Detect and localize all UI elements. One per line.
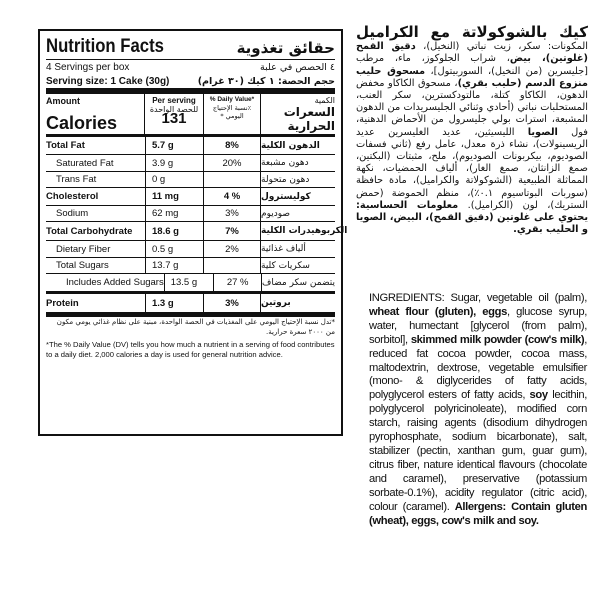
ingredient-bold-text: wheat flour (gluten), eggs [369, 305, 507, 318]
ingredient-bold-text: soy [529, 389, 548, 402]
nutrient-daily-value: 2% [203, 241, 260, 257]
nutrient-name-ar: يتضمن سكر مضاف [261, 274, 335, 291]
nutrient-name: Total Sugars [56, 260, 109, 271]
nutrient-row [46, 291, 335, 312]
calories-label: Calories [46, 113, 118, 133]
nutrient-daily-value: 27 % [213, 274, 261, 291]
nutrient-value: 0.5 g [145, 241, 203, 257]
daily-value-label: % Daily Value* [209, 96, 255, 103]
nutrient-daily-value [203, 172, 260, 187]
nutrition-header [46, 31, 335, 59]
nutrient-row [46, 171, 335, 187]
nutrient-name-ar: الدهون الكلية [260, 137, 335, 154]
nutrient-row [46, 240, 335, 257]
nutrient-name-ar: بروتين [260, 294, 335, 312]
servings-per-box-ar: ٤ الحصص في علبة [260, 61, 335, 73]
nutrient-daily-value [203, 258, 260, 273]
ingredient-bold-text: دقيق القمح (غلوتين)، بيض [356, 41, 588, 65]
serving-size-ar: حجم الحصة: ١ كيك (٣٠ غرام) [197, 75, 335, 87]
ingredient-text: المكونات: سكر، زيت نباتي (النخيل)، [415, 41, 588, 53]
nutrient-row [46, 187, 335, 205]
nutrient-name-ar: دهون مشبعة [260, 155, 335, 171]
per-serving-label-ar: للحصة الواحدة [149, 105, 199, 114]
servings-per-box-row [46, 60, 335, 74]
amount-label: Amount [46, 96, 80, 106]
ingredient-text: , glucose syrup, water, humectant [glycerol (from palm), sorbitol], [369, 305, 587, 346]
ingredient-text: INGREDIENTS: Sugar, vegetable oil (palm), [369, 292, 587, 304]
nutrient-row [46, 134, 335, 154]
nutrient-daily-value: 8% [203, 137, 260, 154]
nutrient-daily-value: 3% [203, 294, 260, 312]
nutrient-name: Saturated Fat [56, 157, 114, 169]
calories-label-ar: السعرات الحرارية [283, 105, 335, 133]
quantity-label-ar: الكمية [314, 96, 335, 105]
ingredient-bold-text: skimmed milk powder (cow's milk) [410, 333, 585, 346]
ingredient-text: ، شراب الجلوكوز، ماء، مرطب [جليسرين (من النخيل)، السوربيتول]، [356, 53, 589, 77]
serving-size-row [46, 74, 335, 88]
nutrient-name: Trans Fat [56, 174, 97, 185]
nutrient-name: Total Carbohydrate [46, 225, 133, 237]
nutrient-value: 13.7 g [145, 258, 203, 273]
ingredient-bold-text: Allergens: Contain gluten (wheat), eggs, cow's milk and soy. [369, 500, 587, 527]
nutrient-name-ar: دهون متحولة [260, 172, 335, 187]
nutrient-row [46, 205, 335, 221]
nutrient-name-ar: صوديوم [260, 206, 335, 221]
ingredient-bold-text: معلومات الحساسية: يحتوي على غلوتين (دقيق القمح)، البيض، الصويا و الحليب بقري. [356, 199, 588, 236]
calories-value: 131 [161, 110, 187, 127]
nutrient-name-ar: ألياف غذائية [260, 241, 335, 257]
nutrient-daily-value: 20% [203, 155, 260, 171]
nutrient-value: 3.9 g [145, 155, 203, 171]
ingredient-text: , reduced fat cocoa powder, cocoa mass, maltodextrin, dextrose, vegetable emulsifier (mono- & diglycerides of fatty acids, polyglycerol esters of fatty acids, [369, 333, 587, 402]
nutrient-name: Includes Added Sugars [66, 277, 164, 288]
nutrient-name: Sodium [56, 208, 89, 219]
footnote-ar: *تدل نسبة الإحتياج اليومي على المغذيات في الحصة الواحدة، مبنية على نظام غذائي يومي مكون من ٢٠٠٠ سعرة حرارية. [56, 318, 335, 336]
footnote-en: *The % Daily Value (DV) tells you how much a nutrient in a serving of food contributes to a daily diet. 2,000 calories a day is used for general nutrition advice. [46, 340, 335, 359]
nutrient-name: Dietary Fiber [56, 243, 111, 255]
nutrition-facts-panel [38, 29, 348, 436]
ingredients-arabic [356, 24, 588, 236]
ingredient-bold-text: الصويا [527, 126, 558, 138]
nutrient-name-ar: الكربوهيدرات الكلية [260, 222, 335, 240]
nutrient-row [46, 154, 335, 171]
nutrient-daily-value: 7% [203, 222, 260, 240]
nutrient-value: 0 g [145, 172, 203, 187]
nutrient-name: Protein [46, 297, 79, 309]
ingredients-english [369, 292, 587, 528]
servings-per-box-en: 4 Servings per box [46, 61, 130, 73]
ingredient-text: ، مسحوق الكاكاو مخفض الدهون، الكاكاو كتلة، مالتودكسترين، سكر العنب، المستحلبات نباتي (أحادي وثنائي الجليسريدات من الدهون المشبعة، استرات بولي جليسرول من الأحماض الدهنية، فول [356, 77, 588, 138]
nutrition-title-ar: حقائق تغذوية [236, 39, 335, 57]
nutrition-title-en: Nutrition Facts [46, 36, 164, 57]
nutrient-value: 1.3 g [145, 294, 203, 312]
nutrient-value: 18.6 g [145, 222, 203, 240]
nutrient-value: 11 mg [145, 188, 203, 205]
nutrient-name-ar: كوليسترول [260, 188, 335, 205]
nutrient-value: 5.7 g [145, 137, 203, 154]
nutrient-value: 62 mg [145, 206, 203, 221]
nutrient-name-ar: سكريات كلية [260, 258, 335, 273]
nutrient-name: Total Fat [46, 140, 85, 151]
product-title-ar: كيك بالشوكولاتة مع الكراميل [356, 23, 588, 41]
ingredient-text: الليسيثين، عديد الغليسرين عديد الريسينولات)، نشاء ذرة معدل، عامل رفع (ثاني فسفات الصوديوم، بيكربونات الصوديوم)، ملح، مثبتات (البكتين، صمغ الزانثان، صمغ الغار)، ألياف الحمضيات، نكهة المماثلة الطبيعية (الشوكولاتة والكراميل)، مادة حافظة (سوربات البوتاسيوم ٠.١٪)، منظم الحموضة (حمض الستريك)، لون (الكراميل). [356, 126, 588, 211]
serving-size-en: Serving size: 1 Cake (30g) [46, 75, 170, 87]
nutrient-row [46, 257, 335, 273]
nutrient-daily-value: 3% [203, 206, 260, 221]
nutrient-value: 13.5 g [164, 274, 214, 291]
daily-value-label-ar: ٪نسبة الإحتياج اليومي * [212, 104, 252, 120]
ingredient-text: lecithin, polyglycerol polyricinoleate), modified corn starch, raising agents (disodium dihydrogen pyrophosphate, sodium bicarbonate), salt, stabilizer (pectin, xanthan gum, guar gum), citrus fiber, nature identical flavours (chocolate and caramel), preservative (potassium sorbate-0.1%), acidity regulator (citric acid), colour (caramel). [369, 389, 587, 513]
per-serving-label: Per serving [152, 96, 196, 105]
ingredient-bold-text: مسحوق حليب منزوع الدسم (حليب بقري) [356, 65, 588, 89]
nutrient-row [46, 273, 335, 291]
nutrient-row [46, 221, 348, 240]
nutrient-rows [46, 134, 348, 312]
nutrient-daily-value: 4 % [203, 188, 260, 205]
nutrient-name: Cholesterol [46, 191, 99, 202]
calories-header-row [46, 94, 335, 134]
